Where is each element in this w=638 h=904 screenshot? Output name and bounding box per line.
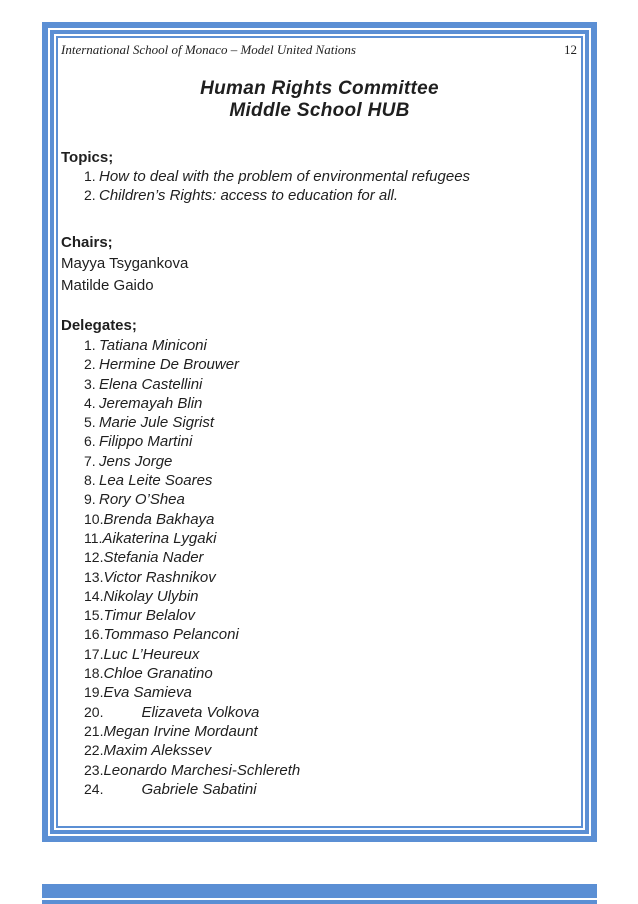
list-number: 18. — [84, 665, 104, 682]
delegate-item — [61, 741, 578, 760]
header-title: International School of Monaco – Model United Nations — [61, 42, 356, 57]
list-number: 20. — [84, 703, 104, 720]
list-number: 13. — [84, 568, 104, 585]
delegate-item — [61, 355, 578, 374]
list-number: 9. — [84, 491, 96, 508]
list-number: 22. — [84, 742, 104, 759]
list-number: 1. — [84, 337, 96, 353]
delegate-item — [61, 664, 578, 683]
list-number: 24. — [84, 780, 104, 797]
list-number: 11. — [84, 529, 103, 546]
list-number: 7. — [84, 452, 96, 469]
list-number: 16. — [84, 626, 104, 643]
delegate-item — [61, 452, 578, 471]
chair-name: Matilde Gaido — [61, 276, 154, 294]
page-border-inner — [56, 36, 583, 828]
topics-list — [61, 167, 578, 205]
chairs-heading: Chairs; — [61, 234, 113, 251]
page-number: 12 — [564, 42, 577, 57]
delegate-item — [61, 780, 578, 799]
list-text: Megan Irvine Mordaunt — [103, 722, 258, 740]
list-text: Timur Belalov — [103, 607, 196, 625]
list-text: Hermine De Brouwer — [99, 356, 240, 374]
list-number: 2. — [84, 356, 96, 373]
committee-subtitle: Middle School HUB — [229, 100, 410, 121]
list-number: 23. — [84, 761, 104, 778]
list-number: 2. — [84, 187, 96, 203]
list-text: Luc L’Heureux — [103, 645, 200, 663]
next-page-border-top — [42, 884, 597, 904]
list-text: Brenda Bakhaya — [103, 510, 215, 528]
list-text: Lea Leite Soares — [99, 472, 213, 490]
page-header — [61, 42, 578, 58]
list-number: 21. — [84, 722, 104, 739]
list-text: Tommaso Pelanconi — [103, 626, 239, 644]
list-text: Jens Jorge — [99, 452, 173, 470]
delegate-item — [61, 490, 578, 509]
list-number: 17. — [84, 645, 104, 662]
list-number: 5. — [84, 414, 96, 431]
committee-title: Human Rights Committee — [200, 78, 439, 99]
list-text: Marie Jule Sigrist — [99, 414, 215, 432]
delegate-item — [61, 703, 578, 722]
delegate-item — [61, 625, 578, 644]
list-text: Rory O’Shea — [99, 491, 185, 509]
delegate-item — [61, 761, 578, 780]
list-text: Nikolay Ulybin — [103, 587, 199, 605]
list-number: 19. — [84, 684, 104, 701]
list-text: Elena Castellini — [99, 375, 203, 393]
delegate-item — [61, 375, 578, 394]
chairs-list — [61, 253, 578, 296]
delegate-item — [61, 722, 578, 741]
list-text: Elizaveta Volkova — [141, 703, 260, 721]
list-text: Aikaterina Lygaki — [102, 529, 217, 547]
list-text: Stefania Nader — [103, 549, 204, 567]
list-text: Maxim Alekssev — [103, 742, 212, 760]
chair-name: Mayya Tsygankova — [61, 255, 189, 272]
next-page-border-band — [42, 884, 597, 898]
list-number: 3. — [84, 375, 96, 392]
document-title — [61, 78, 578, 122]
delegate-item — [61, 548, 578, 567]
list-number: 4. — [84, 394, 96, 411]
list-text: Filippo Martini — [99, 433, 193, 451]
delegate-item — [61, 587, 578, 606]
delegate-item — [61, 394, 578, 413]
topics-heading: Topics; — [61, 149, 114, 166]
delegate-item — [61, 529, 578, 548]
delegate-item — [61, 606, 578, 625]
list-text: How to deal with the problem of environmental refugees — [99, 168, 471, 185]
list-text: Chloe Granatino — [103, 665, 213, 683]
delegate-item — [61, 336, 578, 355]
list-number: 8. — [84, 472, 96, 489]
list-text: Gabriele Sabatini — [141, 780, 257, 798]
list-number: 12. — [84, 549, 104, 566]
page-content — [58, 38, 581, 826]
delegate-item — [61, 471, 578, 490]
topic-item — [61, 186, 578, 205]
list-number: 15. — [84, 607, 104, 624]
topic-item — [61, 167, 578, 186]
delegates-list — [61, 336, 578, 799]
delegate-item — [61, 510, 578, 529]
list-text: Children’s Rights: access to education for all. — [99, 187, 399, 204]
list-number: 14. — [84, 587, 104, 604]
list-number: 6. — [84, 433, 96, 450]
delegates-heading: Delegates; — [61, 317, 137, 334]
list-text: Jeremayah Blin — [99, 394, 203, 412]
list-text: Leonardo Marchesi-Schlereth — [103, 761, 301, 779]
next-page-border-band2 — [42, 900, 597, 904]
delegate-item — [61, 645, 578, 664]
list-number: 1. — [84, 168, 96, 184]
list-text: Victor Rashnikov — [103, 568, 216, 586]
delegate-item — [61, 432, 578, 451]
page-border-middle — [50, 30, 589, 834]
delegate-item — [61, 568, 578, 587]
list-text: Eva Samieva — [103, 684, 192, 702]
list-number: 10. — [84, 510, 104, 527]
delegate-item — [61, 413, 578, 432]
delegate-item — [61, 683, 578, 702]
page-border-frame — [42, 22, 597, 842]
list-text: Tatiana Miniconi — [99, 337, 207, 354]
